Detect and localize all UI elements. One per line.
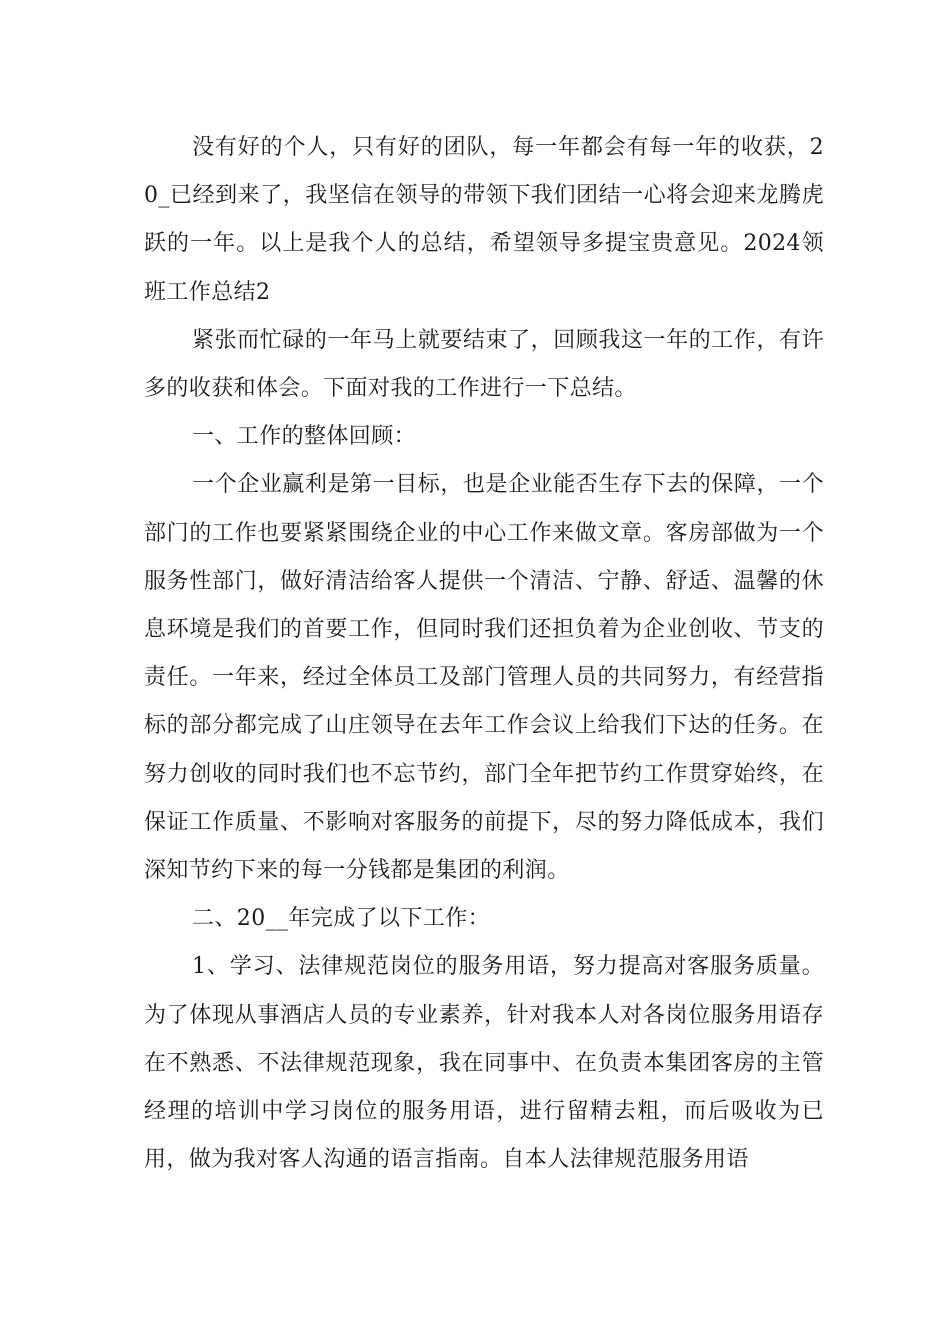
paragraph-service-language: 1、学习、法律规范岗位的服务用语，努力提高对客服务质量。为了体现从事酒店人员的专业素养，针对我本人对各岗位服务用语存在不熟悉、不法律规范现象，我在同事中、在负责本集团客房的主管经理的培训中学习岗位的服务用语，进行留精去粗，而后吸收为已用，做为我对客人沟通的语言指南。自本人法律规范服务用语 bbox=[144, 954, 824, 1173]
section-heading-completed-work: 二、20__年完成了以下工作： bbox=[192, 906, 490, 932]
paragraph-overall-review: 一个企业赢利是第一目标，也是企业能否生存下去的保障，一个部门的工作也要紧紧围绕企业的中心工作来做文章。客房部做为一个服务性部门，做好清洁给客人提供一个清洁、宁静、舒适、温馨的休息环境是我们的首要工作，但同时我们还担负着为企业创收、节支的责任。一年来，经过全体员工及部门管理人员的共同努力，有经营指标的部分都完成了山庄领导在去年工作会议上给我们下达的任务。在努力创收的同时我们也不忘节约，部门全年把节约工作贯穿始终，在保证工作质量、不影响对客服务的前提下，尽的努力降低成本，我们深知节约下来的每一分钱都是集团的利润。 bbox=[144, 472, 824, 884]
paragraph-closing-summary: 没有好的个人，只有好的团队，每一年都会有每一年的收获，20_已经到来了，我坚信在领导的带领下我们团结一心将会迎来龙腾虎跃的一年。以上是我个人的总结，希望领导多提宝贵意见。2024领班工作总结2 bbox=[144, 135, 824, 305]
section-heading-overall-review: 一、工作的整体回顾： bbox=[192, 424, 417, 450]
paragraph-introduction: 紧张而忙碌的一年马上就要结束了，回顾我这一年的工作，有许多的收获和体会。下面对我的工作进行一下总结。 bbox=[144, 327, 824, 402]
document-body bbox=[144, 124, 824, 1184]
